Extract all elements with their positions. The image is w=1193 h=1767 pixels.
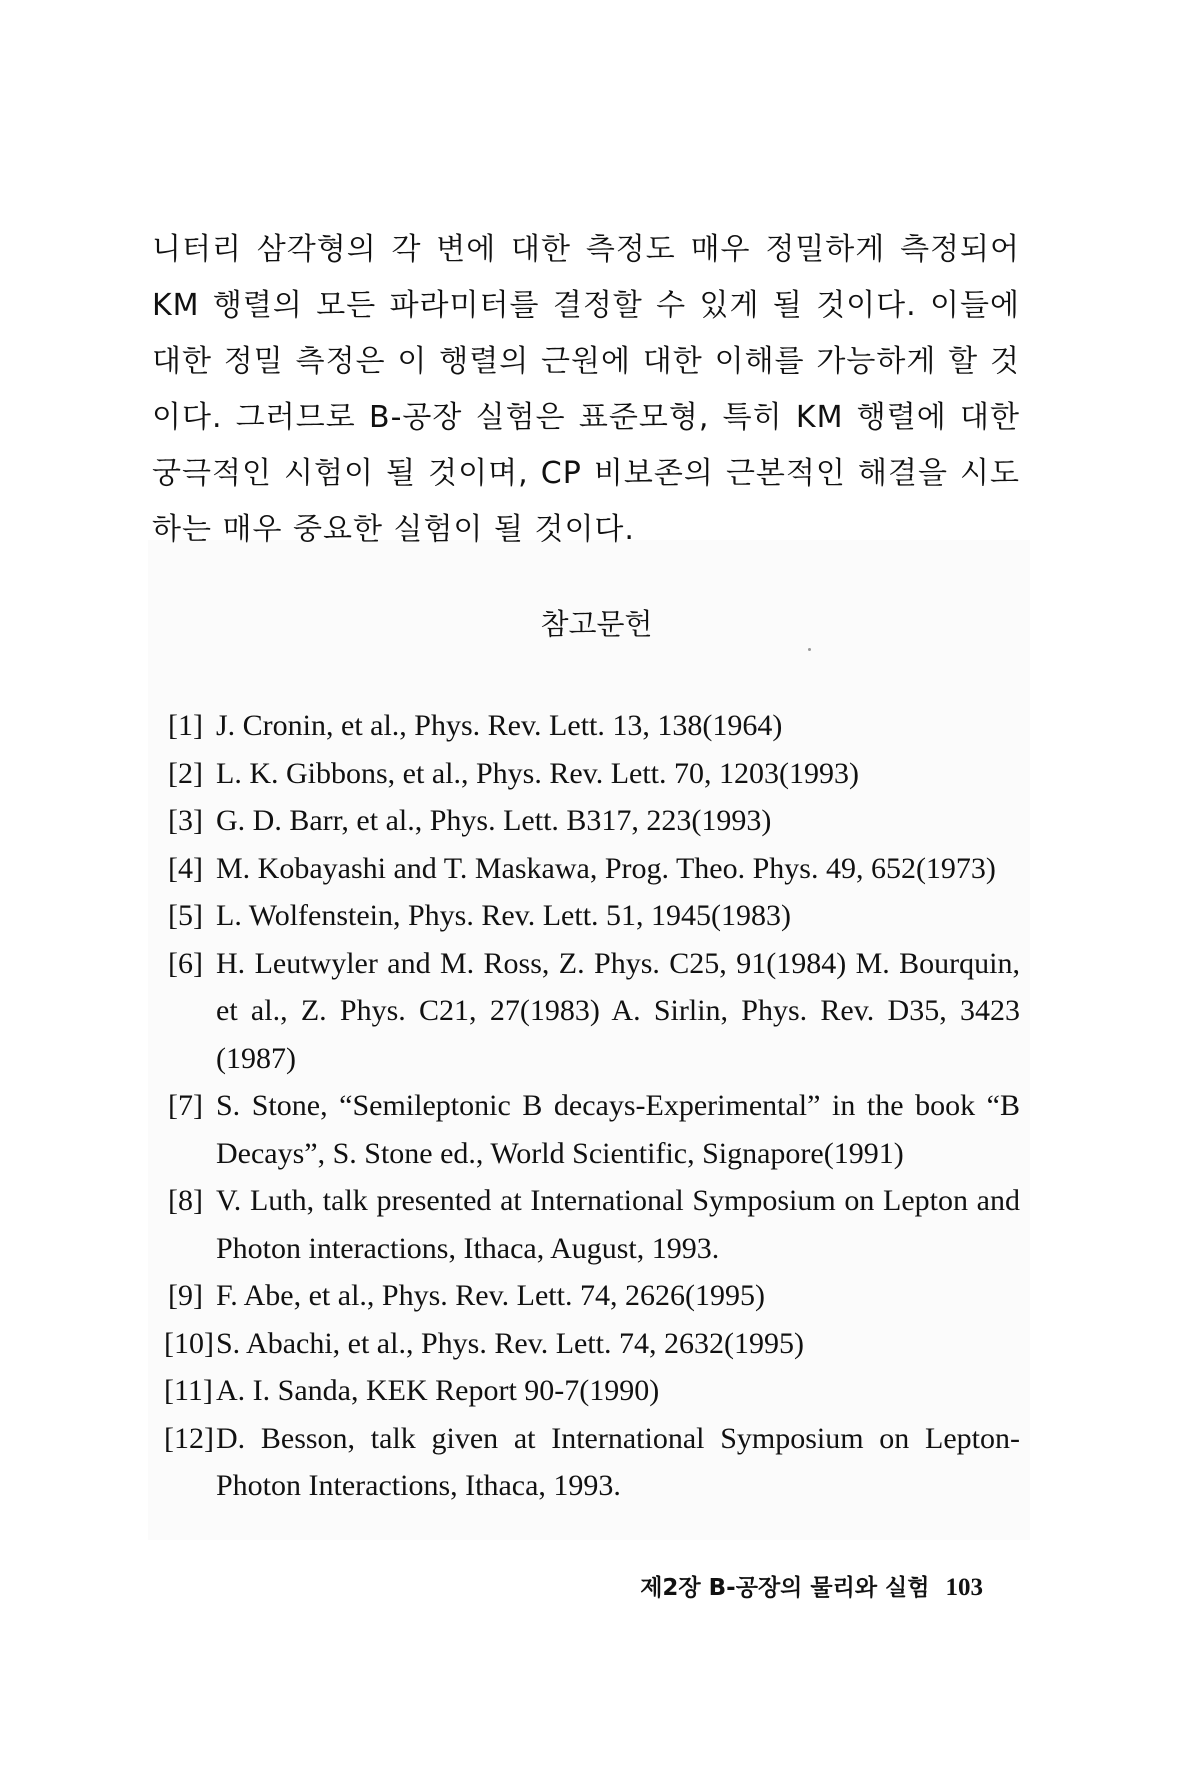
reference-item-9 [168,1272,1020,1320]
reference-text: S. Abachi, et al., Phys. Rev. Lett. 74, 2632(1995) [216,1326,804,1360]
reference-number: [3] [168,804,203,837]
reference-text: A. I. Sanda, KEK Report 90-7(1990) [216,1374,660,1407]
reference-number: [12] [164,1421,214,1455]
chapter-title: 제2장 B-공장의 물리와 실험 [640,1575,930,1601]
reference-text: D. Besson, talk given at International Symposium on Lepton-Photon Interactions, Ithaca, 1993. [216,1421,1020,1502]
page-number: 103 [945,1574,983,1601]
reference-item-5 [168,892,1020,940]
reference-item-12 [164,1415,1020,1510]
reference-number: [9] [168,1279,203,1312]
reference-item-7 [168,1082,1020,1177]
reference-item-4 [168,845,1020,893]
reference-list [164,702,1020,1510]
reference-item-3 [168,797,1020,845]
reference-text: V. Luth, talk presented at International Symposium on Lepton and Photon interactions, Ithaca, August, 1993. [216,1184,1020,1265]
reference-text: H. Leutwyler and M. Ross, Z. Phys. C25, 91(1984) M. Bourquin, et al., Z. Phys. C21, 27(1983) A. Sirlin, Phys. Rev. D35, 3423 (1987) [216,946,1020,1075]
reference-text: L. K. Gibbons, et al., Phys. Rev. Lett. 70, 1203(1993) [216,756,859,790]
reference-text: F. Abe, et al., Phys. Rev. Lett. 74, 2626(1995) [216,1279,765,1312]
reference-number: [10] [164,1326,214,1360]
references-heading: 참고문헌 [540,607,653,641]
body-paragraph: 니터리 삼각형의 각 변에 대한 측정도 매우 정밀하게 측정되어 KM 행렬의 모든 파라미터를 결정할 수 있게 될 것이다. 이들에 대한 정밀 측정은 이 행렬의 근원에 대한 이해를 가능하게 할 것이다. 그러므로 B-공장 실험은 표준모형, 특히 KM 행렬에 대한 궁극적인 시험이 될 것이며, CP 비보존의 근본적인 해결을 시도하는 매우 중요한 실험이 될 것이다. [152,232,1020,547]
reference-item-1 [168,702,1020,750]
reference-number: [8] [168,1184,203,1217]
reference-number: [1] [168,709,203,742]
page-footer [640,1572,983,1604]
reference-item-8 [168,1177,1020,1272]
reference-number: [7] [168,1089,203,1122]
reference-number: [4] [168,851,203,885]
scan-speck [808,648,811,651]
reference-number: [6] [168,946,203,980]
reference-text: M. Kobayashi and T. Maskawa, Prog. Theo. Phys. 49, 652(1973) [216,851,996,885]
reference-number: [2] [168,756,203,790]
reference-text: S. Stone, “Semileptonic B decays-Experimental” in the book “B Decays”, S. Stone ed., World Scientific, Signapore(1991) [216,1089,1020,1170]
reference-text: J. Cronin, et al., Phys. Rev. Lett. 13, 138(1964) [216,709,783,742]
reference-text: G. D. Barr, et al., Phys. Lett. B317, 223(1993) [216,804,772,837]
reference-number: [5] [168,899,203,932]
reference-item-11 [164,1367,1020,1415]
reference-item-2 [168,750,1020,798]
reference-item-10 [164,1320,1020,1368]
reference-text: L. Wolfenstein, Phys. Rev. Lett. 51, 1945(1983) [216,899,792,932]
reference-number: [11] [164,1374,213,1407]
reference-item-6 [168,940,1020,1083]
